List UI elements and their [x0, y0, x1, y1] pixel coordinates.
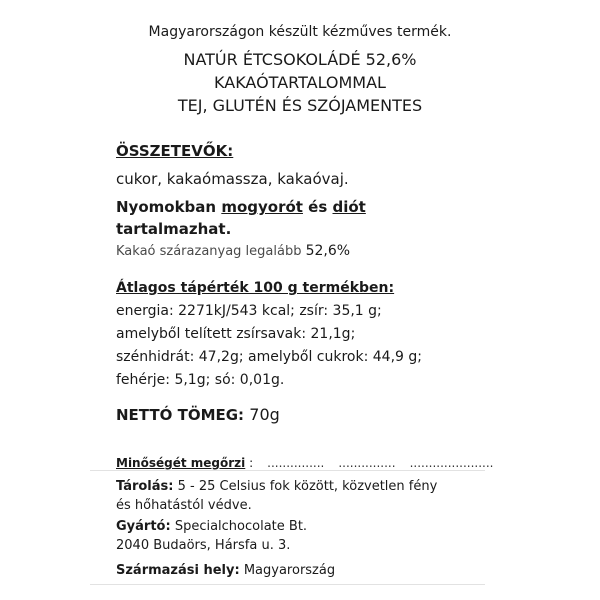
best-before-dots: ............... [338, 456, 396, 470]
divider-line [90, 470, 485, 471]
allergen-suffix: tartalmazhat. [116, 220, 232, 238]
origin-place [116, 563, 335, 578]
best-before-label: Minőségét megőrzi [116, 456, 246, 470]
nutrition-line: fehérje: 5,1g; só: 0,01g. [116, 372, 285, 388]
nutrition-line: amelyből telített zsírsavak: 21,1g; [116, 326, 356, 342]
manufacturer-name: Specialchocolate Bt. [170, 519, 308, 534]
origin-place-value: Magyarország [239, 563, 336, 578]
storage-line1 [116, 479, 437, 494]
cocoa-solids-label: Kakaó szárazanyag legalább [116, 244, 306, 259]
storage-text: 5 - 25 Celsius fok között, közvetlen fény [173, 479, 438, 494]
product-name-line2: KAKAÓTARTALOMMAL [214, 73, 386, 92]
product-name-line3: TEJ, GLUTÉN ÉS SZÓJAMENTES [177, 96, 423, 115]
cocoa-solids [116, 243, 350, 259]
best-before-dots: ...................... [409, 456, 494, 470]
best-before-separator: : [245, 456, 254, 470]
divider-line [90, 584, 485, 585]
allergen-warning [116, 198, 366, 216]
allergen-hazelnut: mogyorót [221, 198, 303, 216]
storage-label: Tárolás: [116, 479, 174, 494]
manufacturer-address: 2040 Budaörs, Hársfa u. 3. [116, 538, 291, 553]
origin-statement: Magyarországon készült kézműves termék. [148, 24, 452, 40]
best-before-dots: ............... [267, 456, 325, 470]
net-weight-label: NETTÓ TÖMEG: [116, 406, 250, 424]
allergen-prefix: Nyomokban [116, 198, 222, 216]
allergen-and: és [302, 198, 333, 216]
origin-place-label: Származási hely: [116, 563, 240, 578]
allergen-walnut: diót [332, 198, 366, 216]
manufacturer-label: Gyártó: [116, 519, 171, 534]
nutrition-line: szénhidrát: 47,2g; amelyből cukrok: 44,9 g; [116, 349, 422, 365]
manufacturer-line [116, 519, 307, 534]
cocoa-solids-value: 52,6% [305, 243, 351, 259]
net-weight-value: 70g [249, 405, 280, 424]
product-name-line1: NATÚR ÉTCSOKOLÁDÉ 52,6% [183, 50, 417, 69]
ingredients-heading: ÖSSZETEVŐK: [116, 142, 234, 160]
net-weight [116, 405, 280, 424]
nutrition-heading: Átlagos tápérték 100 g termékben: [116, 280, 395, 296]
nutrition-line: energia: 2271kJ/543 kcal; zsír: 35,1 g; [116, 303, 382, 319]
ingredients-list: cukor, kakaómassza, kakaóvaj. [116, 170, 349, 188]
best-before [116, 456, 493, 470]
storage-line2: és hőhatástól védve. [116, 498, 252, 513]
